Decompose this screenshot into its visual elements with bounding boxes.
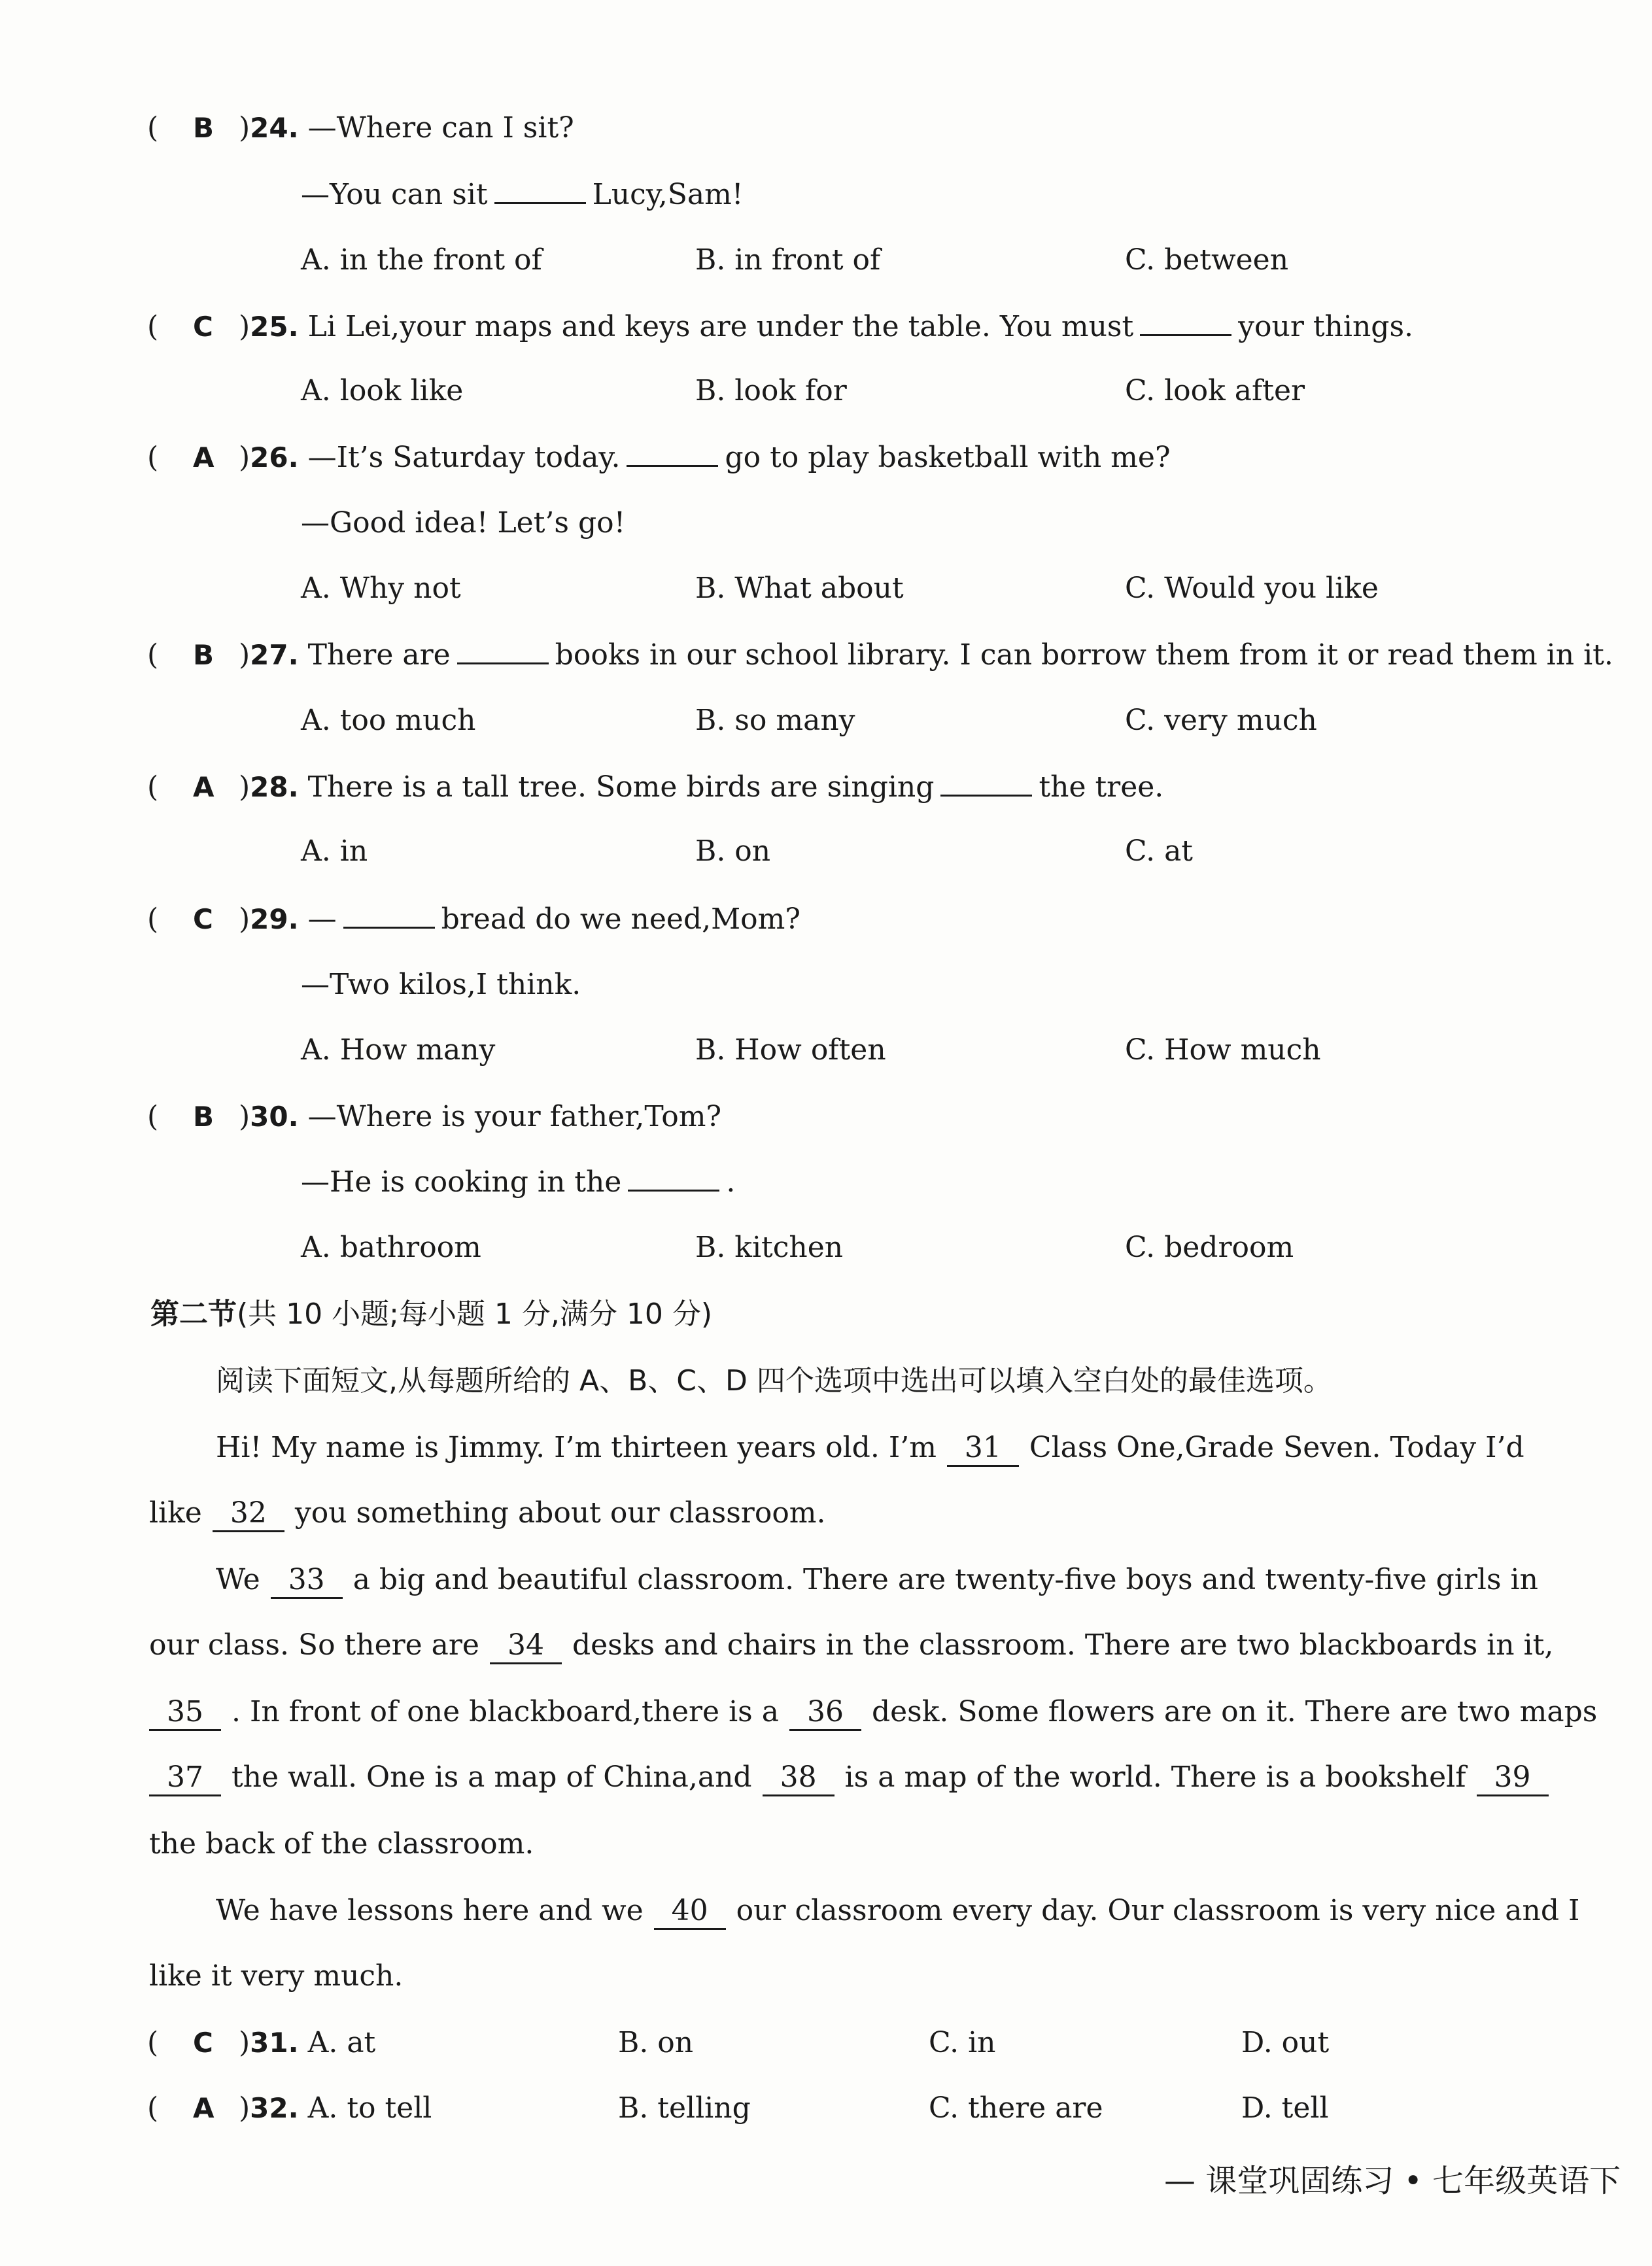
passage-line-1 <box>216 1428 1524 1468</box>
answer-blank <box>457 636 549 664</box>
cloze-blank-40: 40 <box>654 1894 726 1930</box>
cloze-blank-38: 38 <box>763 1760 835 1796</box>
answer-letter: C <box>193 311 213 343</box>
option-c: C. between <box>1125 243 1289 277</box>
passage-text: our class. So there are <box>149 1628 479 1662</box>
cloze-blank-37: 37 <box>149 1760 221 1796</box>
answer-letter: C <box>193 903 213 935</box>
passage-text: desk. Some flowers are on it. There are two maps <box>871 1695 1598 1728</box>
question-number: 27. <box>250 639 299 671</box>
option-a: A. to tell <box>307 2091 432 2125</box>
stem-text: — <box>307 902 337 936</box>
passage-line-5 <box>149 1692 1597 1732</box>
section-title: 第二节 <box>150 1297 237 1331</box>
stem-text: There is a tall tree. Some birds are singing <box>307 770 935 804</box>
paren-close: ) <box>239 1100 250 1133</box>
option-c: C. How much <box>1125 1033 1321 1067</box>
answer-letter: C <box>193 2027 213 2059</box>
cloze-blank-35: 35 <box>149 1695 221 1731</box>
passage-text: you something about our classroom. <box>294 1496 826 1530</box>
option-b: B. How often <box>695 1033 886 1067</box>
option-c: C. at <box>1125 834 1193 868</box>
option-c: C. in <box>929 2026 996 2059</box>
option-a: A. How many <box>301 1033 496 1067</box>
paren-open: ( <box>147 2026 159 2059</box>
question-number: 30. <box>250 1101 299 1133</box>
question-30-line2 <box>301 1163 735 1202</box>
stem-text: go to play basketball with me? <box>725 441 1171 474</box>
section-instruction: 阅读下面短文,从每题所给的 A、B、C、D 四个选项中选出可以填入空白处的最佳选项。 <box>216 1364 1332 1398</box>
stem-text: books in our school library. I can borrow them from it or read them in it. <box>555 638 1613 672</box>
passage-line-7: the back of the classroom. <box>149 1827 534 1861</box>
question-24-line2 <box>301 175 744 215</box>
passage-text: . In front of one blackboard,there is a <box>232 1695 779 1728</box>
cloze-blank-33: 33 <box>271 1563 343 1599</box>
passage-line-2 <box>149 1494 826 1533</box>
paren-open: ( <box>147 441 159 474</box>
paren-close: ) <box>239 638 250 672</box>
option-b: B. so many <box>695 704 855 737</box>
answer-blank <box>1140 308 1231 336</box>
passage-line-8 <box>216 1891 1579 1931</box>
question-30 <box>147 1097 721 1137</box>
passage-line-6 <box>149 1758 1559 1797</box>
option-c: C. Would you like <box>1125 572 1379 605</box>
option-a: A. in <box>301 834 368 868</box>
question-26 <box>147 438 1171 477</box>
option-b: B. in front of <box>695 243 881 277</box>
passage-line-4 <box>149 1626 1553 1665</box>
question-number: 25. <box>250 311 299 343</box>
question-29 <box>147 900 800 939</box>
paren-close: ) <box>239 441 250 474</box>
question-number: 26. <box>250 441 299 473</box>
answer-blank <box>627 439 718 467</box>
paren-open: ( <box>147 1100 159 1133</box>
option-a: A. at <box>307 2026 376 2059</box>
option-b: B. telling <box>618 2091 751 2125</box>
cloze-blank-32: 32 <box>213 1496 284 1532</box>
option-a: A. Why not <box>301 572 461 605</box>
question-number: 31. <box>250 2027 299 2059</box>
passage-text: desks and chairs in the classroom. There are two blackboards in it, <box>572 1628 1554 1662</box>
stem-text: the tree. <box>1039 770 1164 804</box>
option-c: C. bedroom <box>1125 1231 1294 1264</box>
option-b: B. on <box>695 834 771 868</box>
answer-letter: B <box>193 639 215 671</box>
question-28 <box>147 768 1163 807</box>
paren-close: ) <box>239 2026 250 2059</box>
option-d: D. out <box>1241 2026 1330 2059</box>
passage-line-9: like it very much. <box>149 1959 404 1993</box>
paren-close: ) <box>239 902 250 936</box>
option-b: B. look for <box>695 374 847 407</box>
paren-open: ( <box>147 310 159 343</box>
stem-text: —He is cooking in the <box>301 1165 622 1199</box>
paren-close: ) <box>239 770 250 804</box>
question-number: 24. <box>250 112 299 144</box>
answer-letter: A <box>193 441 215 473</box>
question-26-line2: —Good idea! Let’s go! <box>301 506 626 540</box>
cloze-blank-36: 36 <box>789 1695 861 1731</box>
stem-text: —It’s Saturday today. <box>307 441 621 474</box>
stem-text: bread do we need,Mom? <box>441 902 800 936</box>
cloze-question-31 <box>147 2023 375 2063</box>
option-c: C. very much <box>1125 704 1317 737</box>
option-c: C. there are <box>929 2091 1103 2125</box>
paren-open: ( <box>147 770 159 804</box>
answer-blank <box>940 768 1032 797</box>
question-stem: —Where is your father,Tom? <box>307 1100 722 1133</box>
option-b: B. kitchen <box>695 1231 844 1264</box>
question-number: 28. <box>250 771 299 803</box>
option-a: A. look like <box>301 374 464 407</box>
passage-text: is a map of the world. There is a bookshelf <box>844 1760 1466 1794</box>
answer-letter: B <box>193 112 215 144</box>
option-a: A. in the front of <box>301 243 542 277</box>
cloze-blank-39: 39 <box>1477 1760 1549 1796</box>
question-27 <box>147 636 1613 675</box>
question-24 <box>147 109 574 148</box>
stem-text: Li Lei,your maps and keys are under the table. You must <box>307 310 1134 343</box>
paren-close: ) <box>239 2091 250 2125</box>
paren-open: ( <box>147 902 159 936</box>
question-stem: —Where can I sit? <box>307 111 574 145</box>
option-a: A. bathroom <box>301 1231 481 1264</box>
passage-text: like <box>149 1496 202 1530</box>
option-b: B. What about <box>695 572 904 605</box>
answer-blank <box>494 176 586 204</box>
section-heading <box>150 1295 712 1334</box>
stem-text: . <box>726 1165 736 1199</box>
passage-line-3 <box>216 1560 1538 1600</box>
question-number: 29. <box>250 903 299 935</box>
answer-letter: A <box>193 2092 215 2124</box>
stem-text: your things. <box>1238 310 1414 343</box>
question-number: 32. <box>250 2092 299 2124</box>
passage-text: We have lessons here and we <box>216 1894 644 1927</box>
stem-text: Lucy,Sam! <box>592 178 744 211</box>
option-a: A. too much <box>301 704 476 737</box>
passage-text: We <box>216 1563 260 1596</box>
stem-text: —You can sit <box>301 178 488 211</box>
question-25 <box>147 307 1413 347</box>
answer-blank <box>628 1163 719 1192</box>
passage-text: Hi! My name is Jimmy. I’m thirteen years old. I’m <box>216 1431 937 1464</box>
option-d: D. tell <box>1241 2091 1329 2125</box>
answer-letter: A <box>193 771 215 803</box>
paren-open: ( <box>147 638 159 672</box>
option-b: B. on <box>618 2026 694 2059</box>
paren-open: ( <box>147 2091 159 2125</box>
page-footer: — 课堂巩固练习 • 七年级英语下 <box>1164 2163 1621 2199</box>
section-note: (共 10 小题;每小题 1 分,满分 10 分) <box>237 1297 713 1331</box>
question-29-line2: —Two kilos,I think. <box>301 968 581 1001</box>
paren-open: ( <box>147 111 159 145</box>
answer-letter: B <box>193 1101 215 1133</box>
option-c: C. look after <box>1125 374 1305 407</box>
paren-close: ) <box>239 310 250 343</box>
cloze-blank-34: 34 <box>490 1628 562 1664</box>
passage-text: the wall. One is a map of China,and <box>232 1760 752 1794</box>
passage-text: our classroom every day. Our classroom is very nice and I <box>736 1894 1580 1927</box>
answer-blank <box>343 901 435 929</box>
paren-close: ) <box>239 111 250 145</box>
passage-text: Class One,Grade Seven. Today I’d <box>1029 1431 1524 1464</box>
cloze-blank-31: 31 <box>947 1431 1019 1467</box>
cloze-question-32 <box>147 2089 432 2128</box>
stem-text: There are <box>307 638 451 672</box>
passage-text: a big and beautiful classroom. There are twenty-five boys and twenty-five girls in <box>353 1563 1538 1596</box>
